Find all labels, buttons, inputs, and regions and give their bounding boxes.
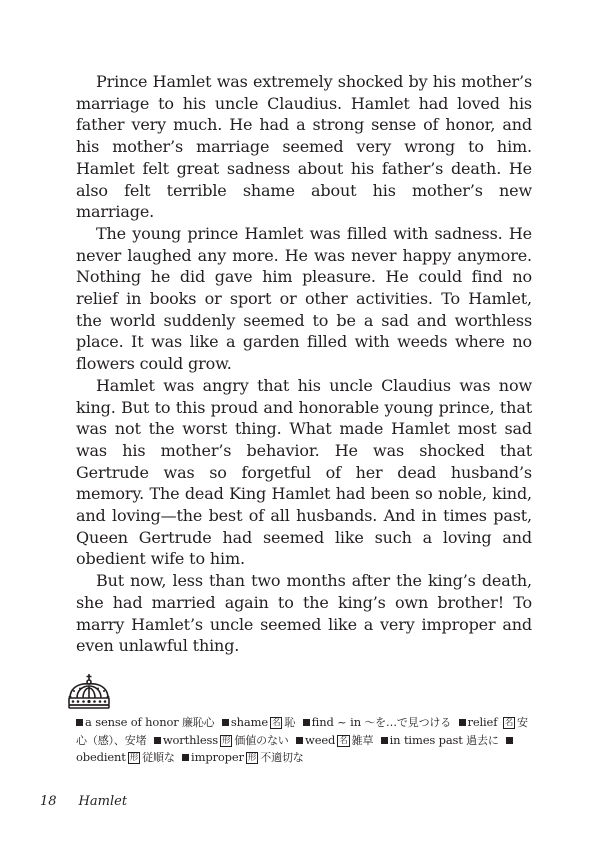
glossary-entry: [76, 716, 215, 729]
glossary-meaning: ～を…で見つける: [364, 716, 452, 729]
crown-icon: [66, 673, 112, 711]
glossary-term: improper: [191, 750, 244, 764]
glossary-entry: [381, 734, 499, 747]
main-text: [76, 71, 532, 657]
part-of-speech-badge: 名: [504, 718, 514, 728]
page-footer: [40, 794, 127, 809]
glossary-entry: [154, 734, 289, 747]
page-number: 18: [40, 794, 57, 809]
bullet-square-icon: [154, 737, 161, 744]
glossary-entry: [296, 734, 373, 747]
bullet-square-icon: [381, 737, 388, 744]
glossary-meaning: 雑草: [351, 733, 374, 747]
part-of-speech-badge: 名: [339, 735, 348, 746]
paragraph: Prince Hamlet was extremely shocked by his mother’s marriage to his uncle Claudius. Hamlet had loved his father very much. He had a strong sense of honor, and his mother’s marriage seemed very wrong to him. Hamlet felt great sadness about his father’s death. He also felt terrible shame about his mother’s new marriage.: [76, 72, 532, 222]
glossary-term: worthless: [162, 732, 219, 747]
bullet-square-icon: [76, 719, 83, 726]
paragraph: The young prince Hamlet was filled with sadness. He never laughed any more. He was never happy anymore. Nothing he did gave him pleasure. He could find no relief in books or sport or other activities. To Hamlet, the world suddenly seemed to be a sad and worthless place. It was like a garden filled with weeds where no flowers could grow.: [76, 223, 532, 374]
glossary-meaning: 価値のない: [234, 733, 289, 747]
paragraph: But now, less than two months after the king’s death, she had married again to the king’s own brother! To marry Hamlet’s uncle seemed like a very improper and even unlawful thing.: [76, 571, 532, 656]
glossary-term: find ~ in: [311, 715, 361, 729]
part-of-speech-badge: 形: [129, 753, 139, 763]
part-of-speech-badge: 名: [272, 718, 281, 728]
part-of-speech-badge: 形: [222, 735, 231, 746]
glossary-term: shame: [230, 715, 268, 729]
glossary-meaning: 安心（感）、安堵: [76, 716, 528, 747]
part-of-speech-badge: 形: [247, 753, 257, 763]
glossary-meaning: 従順な: [142, 751, 175, 764]
bullet-square-icon: [506, 737, 513, 744]
glossary-term: weed: [305, 732, 336, 747]
glossary-term: obedient: [76, 750, 126, 764]
bullet-square-icon: [296, 737, 303, 744]
paragraph: Hamlet was angry that his uncle Claudius was now king. But to this proud and honorable young prince, that was not the worst thing. What made Hamlet most sad was his mother’s behavior. He was shocked that Gertrude was so forgetful of her dead husband’s memory. The dead King Hamlet had been so noble, kind, and loving—the best of all husbands. And in times past, Queen Gertrude had seemed like such a loving and obedient wife to him.: [76, 375, 532, 569]
glossary: [76, 714, 536, 767]
bullet-square-icon: [459, 719, 466, 726]
glossary-term: in times past: [389, 732, 463, 747]
glossary-meaning: 廉恥心: [181, 716, 215, 729]
glossary-entry: [182, 751, 304, 764]
bullet-square-icon: [303, 719, 310, 726]
bullet-square-icon: [222, 719, 229, 726]
glossary-meaning: 過去に: [466, 733, 499, 747]
glossary-term: relief: [467, 715, 498, 729]
glossary-entry: [303, 716, 452, 729]
glossary-entry: [222, 716, 295, 729]
glossary-meaning: 恥: [284, 716, 296, 729]
glossary-term: a sense of honor: [85, 715, 179, 729]
running-title: Hamlet: [78, 794, 128, 809]
bullet-square-icon: [182, 754, 189, 761]
glossary-meaning: 不適切な: [260, 751, 304, 764]
